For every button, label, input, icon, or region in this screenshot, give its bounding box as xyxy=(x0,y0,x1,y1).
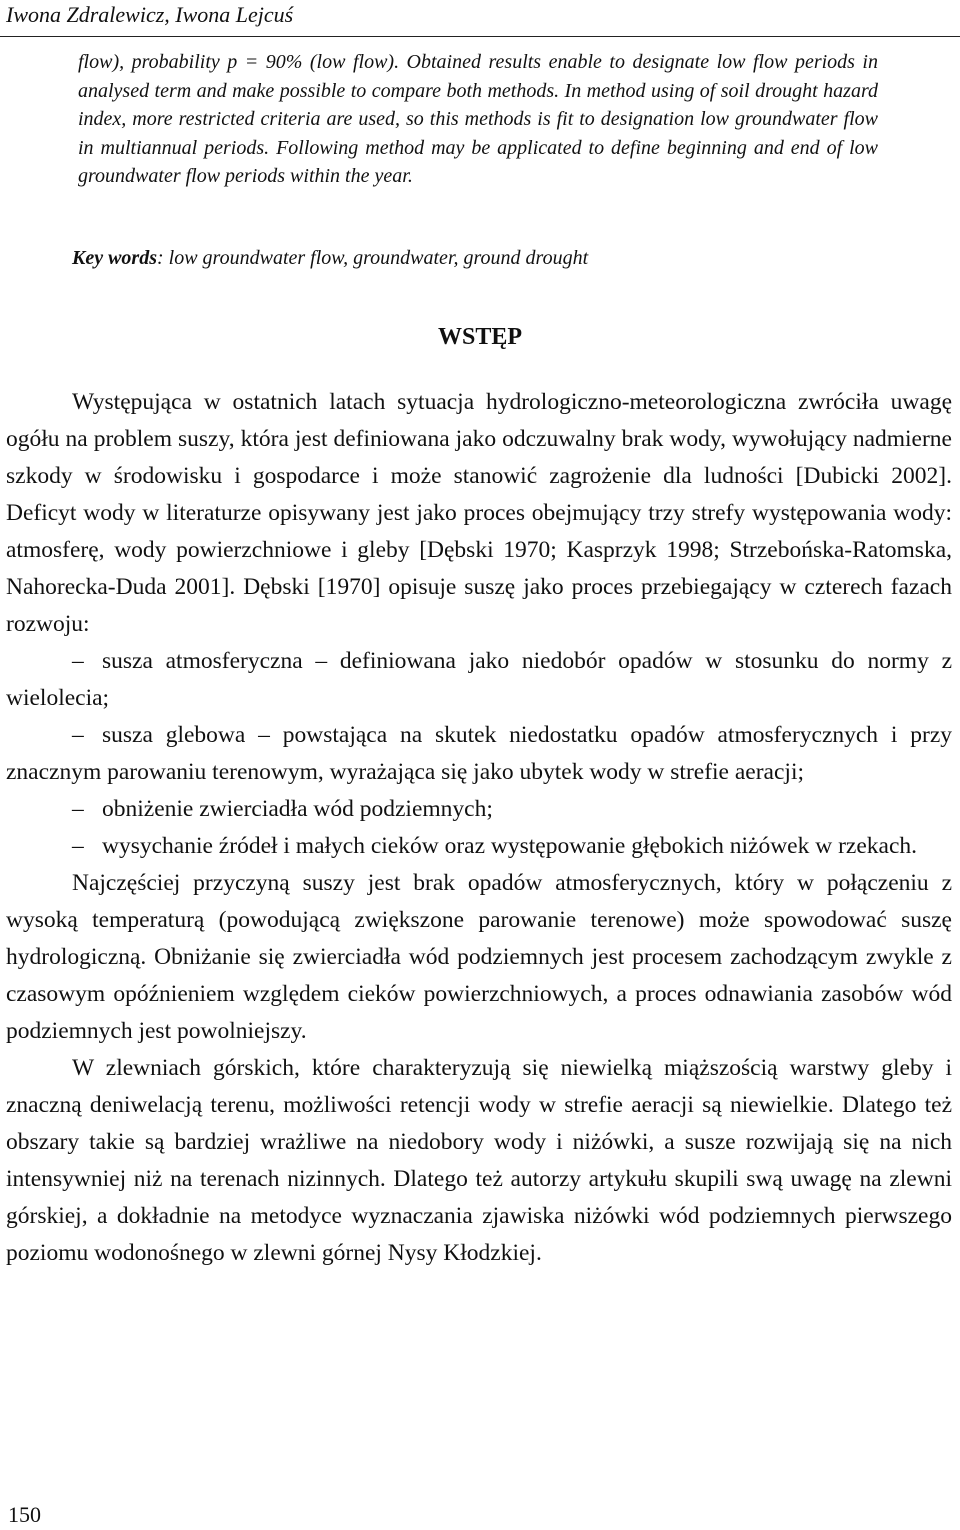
body-paragraph: Występująca w ostatnich latach sytuacja hydrologiczno-meteorologiczna zwróciła uwagę ogółu na problem suszy, która jest definiowana jako odczuwalny brak wody, wywołujący nadmierne szkody w środowisku i gospodarce i może stanowić zagrożenie dla ludności [Dubicki 2002]. Deficyt wody w literaturze opisywany jest jako proces obejmujący trzy strefy występowania wody: atmosferę, wody powierzchniowe i gleby [Dębski 1970; Kasprzyk 1998; Strzebońska-Ratomska, Nahorecka-Duda 2001]. Dębski [1970] opisuje suszę jako proces przebiegający w czterech fazach rozwoju: xyxy=(6,389,952,637)
list-item xyxy=(6,717,952,791)
dash-marker: – xyxy=(72,833,84,859)
running-header-authors: Iwona Zdralewicz, Iwona Lejcuś xyxy=(6,2,294,27)
keywords-label: Key words xyxy=(72,247,157,269)
body-paragraph: W zlewniach górskich, które charakteryzują się niewielką miąższością warstwy gleby i znaczną deniwelacją terenu, możliwości retencji wody w strefie aeracji są niewielkie. Dlatego też obszary takie są bardziej wrażliwe na niedobory wody i niżówki, a susze rozwijają się na nich intensywniej niż na terenach nizinnych. Dlatego też autorzy artykułu skupili swą uwagę na zlewni górskiej, a dokładnie na metodyce wyznaczania zjawiska niżówki wód podziemnych pierwszego poziomu wodonośnego w zlewni górnej Nysy Kłodzkiej. xyxy=(6,1055,952,1266)
list-item xyxy=(6,643,952,717)
list-item-text: susza glebowa – powstająca na skutek niedostatku opadów atmosferycznych i przy znacznym parowaniu terenowym, wyrażająca się jako ubytek wody w strefie aeracji; xyxy=(6,722,952,785)
dash-marker: – xyxy=(72,796,84,822)
dash-marker: – xyxy=(72,648,84,674)
list-item xyxy=(6,828,952,865)
list-item-text: wysychanie źródeł i małych cieków oraz występowanie głębokich niżówek w rzekach. xyxy=(102,833,918,859)
dash-marker: – xyxy=(72,722,84,748)
list-item-text: susza atmosferyczna – definiowana jako niedobór opadów w stosunku do normy z wielolecia; xyxy=(6,648,952,711)
list-item-text: obniżenie zwierciadła wód podziemnych; xyxy=(102,796,493,822)
body-paragraph: Najczęściej przyczyną suszy jest brak opadów atmosferycznych, który w połączeniu z wysoką temperaturą (powodującą zwiększone parowanie terenowe) może spowodować suszę hydrologiczną. Obniżanie się zwierciadła wód podziemnych jest procesem zachodzącym zwykle z czasowym opóźnieniem względem cieków powierzchniowych, a proces odnawiania zasobów wód podziemnych jest powolniejszy. xyxy=(6,870,952,1044)
page-number: 150 xyxy=(8,1502,41,1527)
body-text xyxy=(6,384,952,1272)
keywords-line xyxy=(72,244,588,272)
header-rule xyxy=(0,36,960,37)
section-title: WSTĘP xyxy=(437,324,523,350)
list-item xyxy=(6,791,952,828)
keywords-text: : low groundwater flow, groundwater, ground drought xyxy=(157,247,589,269)
abstract-text: flow), probability p = 90% (low flow). Obtained results enable to designate low flow periods in analysed term and make possible to compare both methods. In method using of soil drought hazard index, more restricted criteria are used, so this methods is fit to designation low groundwater flow in multiannual periods. Following method may be applicated to define beginning and end of low groundwater flow periods within the year. xyxy=(78,51,878,187)
